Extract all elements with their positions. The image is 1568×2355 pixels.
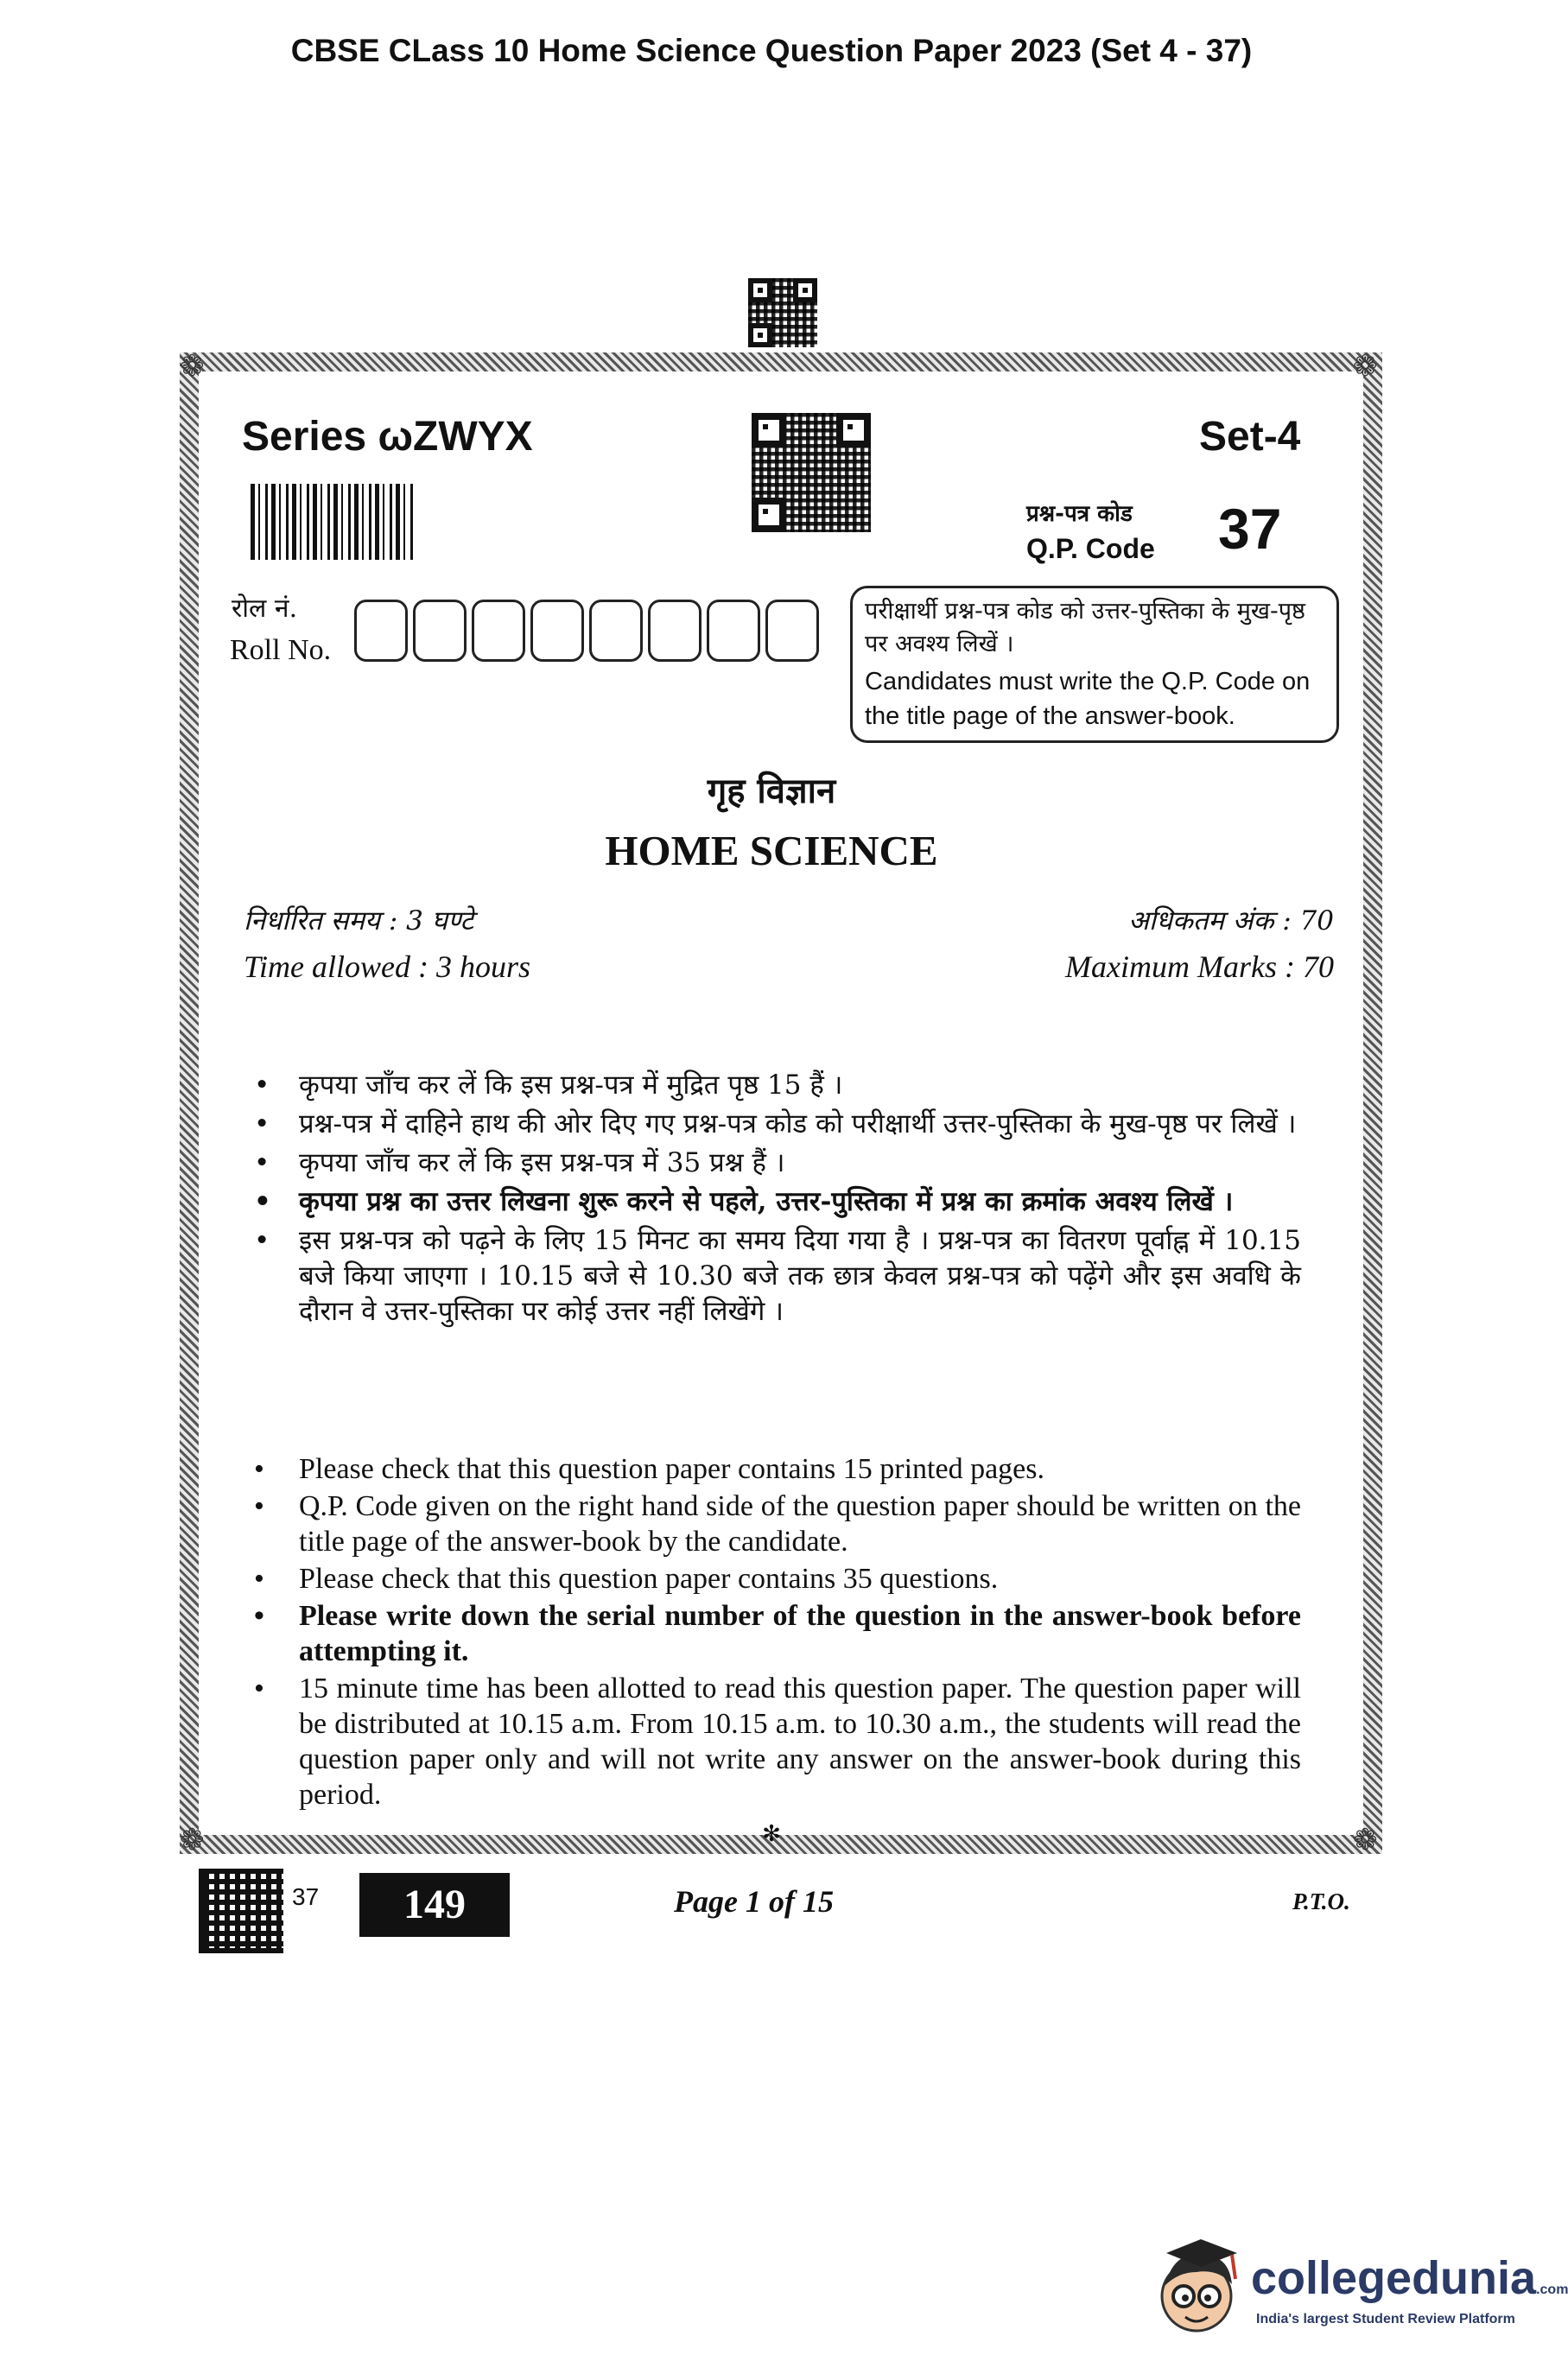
instruction-item: • Please check that this question paper contains 15 printed pages. xyxy=(251,1451,1301,1487)
corner-ornament-icon: ❁ xyxy=(1353,1823,1378,1857)
paper-qr-code xyxy=(752,413,871,532)
instruction-item: • इस प्रश्न-पत्र को पढ़ने के लिए 15 मिनट का समय दिया गया है । प्रश्न-पत्र का वितरण पूर्वाह्न में 10.15 बजे किया जाएगा । 10.15 बजे से 10.30 बजे तक छात्र केवल प्रश्न-पत्र को पढ़ेंगे और इस अवधि के दौरान वे उत्तर-पुस्तिका पर कोई उत्तर नहीं लिखेंगे । xyxy=(251,1223,1301,1330)
roll-label: Roll No. xyxy=(230,634,332,666)
pto-label: P.T.O. xyxy=(1292,1888,1350,1914)
footer-badge: 149 xyxy=(359,1873,510,1937)
instruction-item: • 15 minute time has been allotted to read this question paper. The question paper will be distributed at 10.15 a.m. From 10.15 a.m. to 10.30 a.m., the students will read the question paper only and will not write any answer on the answer-book during this period. xyxy=(251,1671,1301,1812)
roll-digit-box[interactable] xyxy=(648,600,701,662)
subject-title-hindi: गृह विज्ञान xyxy=(707,771,836,811)
footer-code: 37 xyxy=(292,1883,320,1910)
roll-digit-box[interactable] xyxy=(354,600,408,662)
roll-digit-box[interactable] xyxy=(530,600,584,662)
set-label: Set-4 xyxy=(1199,414,1301,460)
instruction-item: • कृपया जाँच कर लें कि इस प्रश्न-पत्र में मुद्रित पृष्ठ 15 हैं । xyxy=(251,1068,1301,1103)
qp-code-value: 37 xyxy=(1218,497,1282,561)
roll-label-hindi: रोल नं. xyxy=(232,594,298,624)
page-header: CBSE CLass 10 Home Science Question Paper 2023 (Set 4 - 37) xyxy=(290,33,1253,68)
notice-hindi: परीक्षार्थी प्रश्न-पत्र कोड को उत्तर-पुस्तिका के मुख-पृष्ठ पर अवश्य लिखें । xyxy=(865,598,1305,657)
asterisk-icon: ✻ xyxy=(762,1821,781,1847)
qp-code-label-hindi: प्रश्न-पत्र कोड xyxy=(1026,501,1133,527)
page-number: Page 1 of 15 xyxy=(674,1884,834,1919)
series-label: Series ωZWYX xyxy=(242,414,533,460)
instruction-item: • Please check that this question paper contains 35 questions. xyxy=(251,1561,1301,1596)
collegedunia-logo[interactable] xyxy=(1149,2229,1568,2350)
corner-ornament-icon: ❁ xyxy=(1353,349,1378,384)
max-marks-hindi: अधिकतम अंक : 70 xyxy=(1128,905,1334,936)
instruction-item: • Q.P. Code given on the right hand side of the question paper should be written on the title page of the answer-book by the candidate. xyxy=(251,1489,1301,1559)
roll-digit-box[interactable] xyxy=(413,600,467,662)
instruction-item: • प्रश्न-पत्र में दाहिने हाथ की ओर दिए गए प्रश्न-पत्र कोड को परीक्षार्थी उत्तर-पुस्तिका के मुख-पृष्ठ पर लिखें । xyxy=(251,1107,1301,1142)
max-marks: Maximum Marks : 70 xyxy=(1065,949,1334,984)
instructions-english xyxy=(251,1451,1301,1814)
roll-digit-box[interactable] xyxy=(707,600,760,662)
notice-english: Candidates must write the Q.P. Code on the title page of the answer-book. xyxy=(865,668,1311,730)
subject-title: HOME SCIENCE xyxy=(605,827,938,874)
logo-wordmark: collegedunia.com xyxy=(1251,2252,1568,2304)
instructions-hindi xyxy=(251,1068,1301,1333)
barcode xyxy=(251,484,416,560)
instruction-item: • कृपया प्रश्न का उत्तर लिखना शुरू करने से पहले, उत्तर-पुस्तिका में प्रश्न का क्रमांक अवश्य लिखें । xyxy=(251,1184,1301,1220)
time-allowed: Time allowed : 3 hours xyxy=(244,949,531,984)
qp-code-label: Q.P. Code xyxy=(1026,533,1155,564)
time-allowed-hindi: निर्धारित समय : 3 घण्टे xyxy=(244,905,474,936)
roll-digit-box[interactable] xyxy=(472,600,525,662)
corner-ornament-icon: ❁ xyxy=(180,1823,205,1857)
instruction-item: • Please write down the serial number of the question in the answer-book before attempting it. xyxy=(251,1598,1301,1669)
top-qr-code xyxy=(748,278,817,347)
datamatrix-code xyxy=(199,1869,283,1953)
corner-ornament-icon: ❁ xyxy=(180,349,205,384)
qp-code-notice-box xyxy=(850,586,1339,743)
logo-tagline: India's largest Student Review Platform xyxy=(1256,2312,1515,2326)
mascot-icon xyxy=(1149,2234,1244,2346)
roll-digit-box[interactable] xyxy=(765,600,819,662)
roll-digit-box[interactable] xyxy=(589,600,643,662)
instruction-item: • कृपया जाँच कर लें कि इस प्रश्न-पत्र में 35 प्रश्न हैं । xyxy=(251,1146,1301,1181)
